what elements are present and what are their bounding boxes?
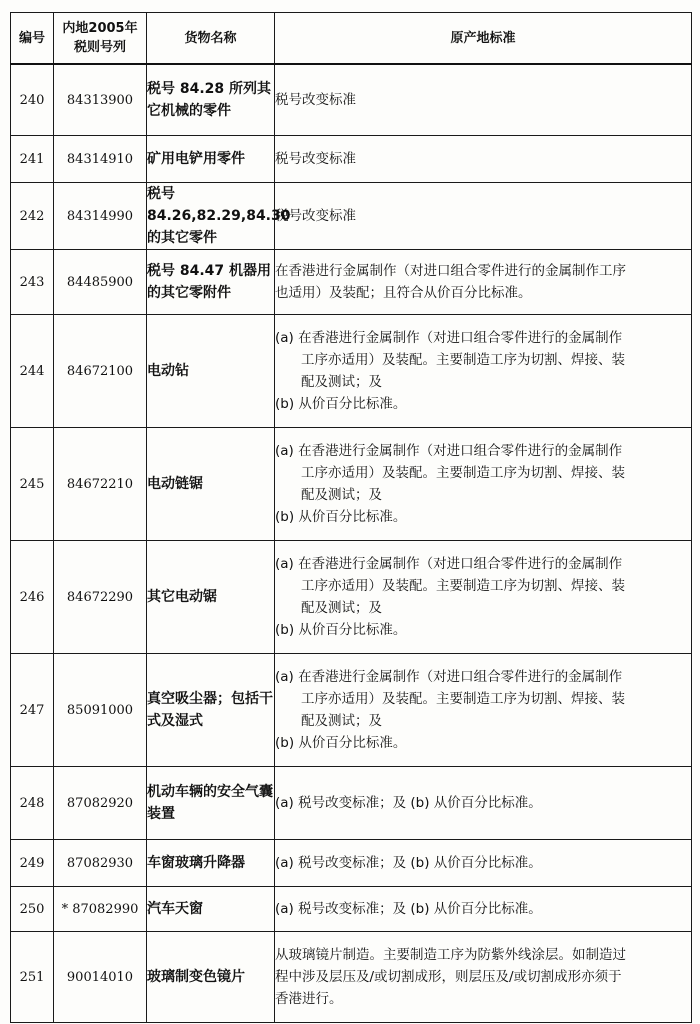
standard-text-line: 工序亦适用）及装配。主要制造工序为切割、焊接、装 bbox=[301, 691, 625, 707]
row-goods-name: 税号 84.26,82.29,84.30 的其它零件 bbox=[147, 183, 275, 250]
row-goods-name: 税号 84.28 所列其它机械的零件 bbox=[147, 64, 275, 136]
row-goods-name: 其它电动锯 bbox=[147, 541, 275, 654]
header-tariff-code bbox=[54, 13, 147, 65]
row-number: 246 bbox=[11, 541, 54, 654]
row-origin-standard bbox=[275, 64, 692, 136]
row-number: 242 bbox=[11, 183, 54, 250]
row-origin-standard bbox=[275, 428, 692, 541]
row-number: 241 bbox=[11, 136, 54, 183]
standard-text-line: 税号改变标准 bbox=[275, 208, 356, 224]
standard-text-line: 税号改变标准 bbox=[275, 151, 356, 167]
table-row bbox=[11, 932, 692, 1023]
row-tariff-code: 87082920 bbox=[54, 767, 147, 840]
row-number: 248 bbox=[11, 767, 54, 840]
header-tariff-code-line2: 税则号列 bbox=[73, 40, 126, 55]
table-row bbox=[11, 183, 692, 250]
standard-text-line: 在香港进行金属制作（对进口组合零件进行的金属制作工序 bbox=[275, 263, 626, 279]
row-origin-standard bbox=[275, 932, 692, 1023]
standard-text-line: (b) 从价百分比标准。 bbox=[275, 396, 407, 412]
standard-text-line: 也适用）及装配；且符合从价百分比标准。 bbox=[275, 285, 532, 301]
standard-text-line: 配及测试；及 bbox=[301, 487, 382, 503]
table-row bbox=[11, 428, 692, 541]
standard-text-line: (a) 在香港进行金属制作（对进口组合零件进行的金属制作 bbox=[275, 669, 623, 685]
row-origin-standard bbox=[275, 887, 692, 932]
table-row bbox=[11, 767, 692, 840]
table-row bbox=[11, 654, 692, 767]
row-tariff-code: 87082930 bbox=[54, 840, 147, 887]
standard-text-line: (a) 税号改变标准；及 (b) 从价百分比标准。 bbox=[275, 901, 542, 917]
row-goods-name: 电动钻 bbox=[147, 315, 275, 428]
standard-text-line: (a) 税号改变标准；及 (b) 从价百分比标准。 bbox=[275, 855, 542, 871]
row-number: 251 bbox=[11, 932, 54, 1023]
row-goods-name: 真空吸尘器；包括干式及湿式 bbox=[147, 654, 275, 767]
row-tariff-code: 84314990 bbox=[54, 183, 147, 250]
standard-text-line: 工序亦适用）及装配。主要制造工序为切割、焊接、装 bbox=[301, 465, 625, 481]
row-origin-standard bbox=[275, 541, 692, 654]
row-origin-standard bbox=[275, 183, 692, 250]
row-goods-name: 机动车辆的安全气囊装置 bbox=[147, 767, 275, 840]
standard-text-line: 工序亦适用）及装配。主要制造工序为切割、焊接、装 bbox=[301, 578, 625, 594]
row-origin-standard bbox=[275, 250, 692, 315]
header-number: 编号 bbox=[11, 13, 54, 65]
standard-text-line: (b) 从价百分比标准。 bbox=[275, 509, 407, 525]
standard-text-line: (a) 在香港进行金属制作（对进口组合零件进行的金属制作 bbox=[275, 556, 623, 572]
row-number: 250 bbox=[11, 887, 54, 932]
header-tariff-code-line1: 内地2005年 bbox=[62, 21, 138, 36]
row-tariff-code: 84672210 bbox=[54, 428, 147, 541]
standard-text-line: 税号改变标准 bbox=[275, 92, 356, 108]
row-number: 244 bbox=[11, 315, 54, 428]
table-header-row bbox=[11, 13, 692, 65]
table-row bbox=[11, 840, 692, 887]
row-goods-name: 电动链锯 bbox=[147, 428, 275, 541]
row-tariff-code: 84672100 bbox=[54, 315, 147, 428]
table-row bbox=[11, 250, 692, 315]
standard-text-line: 香港进行。 bbox=[275, 991, 343, 1007]
row-tariff-code: * 87082990 bbox=[54, 887, 147, 932]
row-tariff-code: 84672290 bbox=[54, 541, 147, 654]
standard-text-line: (b) 从价百分比标准。 bbox=[275, 735, 407, 751]
table-row bbox=[11, 64, 692, 136]
origin-rules-table bbox=[10, 12, 692, 1023]
row-goods-name: 税号 84.47 机器用的其它零附件 bbox=[147, 250, 275, 315]
table-row bbox=[11, 541, 692, 654]
row-tariff-code: 84485900 bbox=[54, 250, 147, 315]
row-goods-name: 玻璃制变色镜片 bbox=[147, 932, 275, 1023]
standard-text-line: (a) 税号改变标准；及 (b) 从价百分比标准。 bbox=[275, 795, 542, 811]
row-number: 245 bbox=[11, 428, 54, 541]
row-number: 240 bbox=[11, 64, 54, 136]
standard-text-line: 从玻璃镜片制造。主要制造工序为防紫外线涂层。如制造过 bbox=[275, 947, 626, 963]
header-origin-standard: 原产地标准 bbox=[275, 13, 692, 65]
standard-text-line: (a) 在香港进行金属制作（对进口组合零件进行的金属制作 bbox=[275, 443, 623, 459]
table-row bbox=[11, 887, 692, 932]
row-origin-standard bbox=[275, 315, 692, 428]
standard-text-line: (b) 从价百分比标准。 bbox=[275, 622, 407, 638]
row-tariff-code: 84313900 bbox=[54, 64, 147, 136]
row-origin-standard bbox=[275, 654, 692, 767]
table-row bbox=[11, 136, 692, 183]
row-origin-standard bbox=[275, 136, 692, 183]
table-body bbox=[11, 64, 692, 1023]
standard-text-line: (a) 在香港进行金属制作（对进口组合零件进行的金属制作 bbox=[275, 330, 623, 346]
row-goods-name: 矿用电铲用零件 bbox=[147, 136, 275, 183]
standard-text-line: 工序亦适用）及装配。主要制造工序为切割、焊接、装 bbox=[301, 352, 625, 368]
row-goods-name: 汽车天窗 bbox=[147, 887, 275, 932]
standard-text-line: 配及测试；及 bbox=[301, 713, 382, 729]
row-tariff-code: 90014010 bbox=[54, 932, 147, 1023]
header-goods-name: 货物名称 bbox=[147, 13, 275, 65]
table-row bbox=[11, 315, 692, 428]
row-number: 249 bbox=[11, 840, 54, 887]
standard-text-line: 程中涉及层压及/或切割成形，则层压及/或切割成形亦须于 bbox=[275, 969, 622, 985]
row-goods-name: 车窗玻璃升降器 bbox=[147, 840, 275, 887]
row-origin-standard bbox=[275, 840, 692, 887]
row-tariff-code: 85091000 bbox=[54, 654, 147, 767]
standard-text-line: 配及测试；及 bbox=[301, 600, 382, 616]
row-number: 243 bbox=[11, 250, 54, 315]
standard-text-line: 配及测试；及 bbox=[301, 374, 382, 390]
row-origin-standard bbox=[275, 767, 692, 840]
row-number: 247 bbox=[11, 654, 54, 767]
row-tariff-code: 84314910 bbox=[54, 136, 147, 183]
